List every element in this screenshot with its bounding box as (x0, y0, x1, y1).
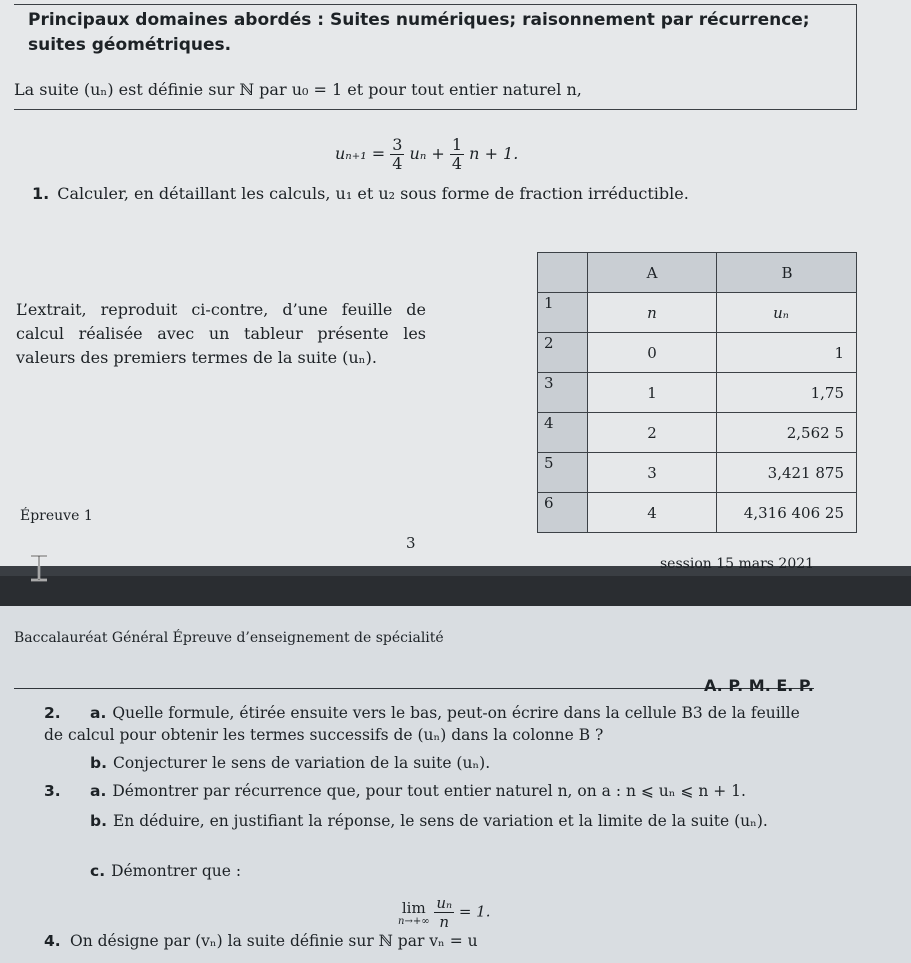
question-1-number: 1. (32, 184, 50, 203)
row-header: 3 (538, 373, 588, 413)
question-2b (90, 752, 790, 774)
formula-right: n + 1. (469, 144, 519, 163)
column-header-a: A (588, 253, 717, 293)
question-3b-text: En déduire, en justifiant la réponse, le sens de variation et la limite de la suite (uₙ). (112, 812, 768, 830)
question-3c-letter: c. (90, 862, 106, 880)
intro-text: La suite (uₙ) est définie sur ℕ par u₀ = 1 et pour tout entier naturel n, (14, 80, 582, 99)
cell-b: 1 (717, 333, 857, 373)
cell-b: 3,421 875 (717, 453, 857, 493)
cell-b: 2,562 5 (717, 413, 857, 453)
cell-a: 0 (588, 333, 717, 373)
recurrence-formula (335, 136, 518, 173)
extract-description: L’extrait, reproduit ci-contre, d’une feuille de calcul réalisée avec un tableur présente les valeurs des premiers termes de la suite (uₙ). (16, 300, 426, 367)
row-header: 2 (538, 333, 588, 373)
domains-title: Principaux domaines abordés : Suites numériques; raisonnement par récurrence; suites géométriques. (28, 10, 810, 55)
question-3b (90, 810, 810, 832)
question-3-number: 3. (44, 782, 61, 800)
apmep-label: A. P. M. E. P. (704, 676, 814, 695)
question-2b-letter: b. (90, 754, 107, 772)
fraction-3-4: $\frac{3}{4}$ (392, 135, 403, 173)
question-2-number: 2. (44, 704, 61, 722)
row-header: 5 (538, 453, 588, 493)
question-4-text: On désigne par (vₙ) la suite définie sur ℕ par vₙ = u (70, 932, 478, 950)
table-row (538, 293, 857, 333)
cell-b: 4,316 406 25 (717, 493, 857, 533)
cell-a: 3 (588, 453, 717, 493)
formula-left: uₙ₊₁ = (335, 144, 386, 163)
question-1 (32, 184, 689, 203)
column-header-b: B (717, 253, 857, 293)
limit-operator: lim n→+∞ (398, 898, 430, 927)
question-2a-text: Quelle formule, étirée ensuite vers le bas, peut-on écrire dans la cellule B3 de la feuille de calcul pour obtenir les termes successifs de (uₙ) dans la colonne B ? (44, 704, 800, 744)
row-header: 6 (538, 493, 588, 533)
question-4-number: 4. (44, 932, 61, 950)
exam-label: Épreuve 1 (20, 508, 93, 524)
spreadsheet-header-row (538, 253, 857, 293)
cell-a: n (588, 293, 717, 333)
question-1-text: Calculer, en détaillant les calculs, u₁ et u₂ sous forme de fraction irréductible. (57, 184, 689, 203)
running-header: Baccalauréat Général Épreuve d’enseignement de spécialité (14, 630, 444, 646)
page-number: 3 (406, 534, 416, 552)
row-header: 1 (538, 293, 588, 333)
corner-cell (538, 253, 588, 293)
cell-a: 4 (588, 493, 717, 533)
formula-mid: uₙ + (409, 144, 445, 163)
question-3b-letter: b. (90, 812, 107, 830)
table-row (538, 333, 857, 373)
question-2a-letter: a. (90, 704, 107, 722)
cell-a: 2 (588, 413, 717, 453)
question-3a-text: Démontrer par récurrence que, pour tout entier naturel n, on a : n ⩽ uₙ ⩽ n + 1. (112, 782, 746, 800)
session-date: session 15 mars 2021 (660, 556, 815, 572)
question-3a (44, 780, 804, 802)
question-3a-letter: a. (90, 782, 107, 800)
limit-equals: = 1. (458, 902, 491, 921)
row-header: 4 (538, 413, 588, 453)
text-cursor-icon (28, 554, 50, 582)
question-3c (90, 860, 241, 882)
cell-b: 1,75 (717, 373, 857, 413)
limit-formula (398, 894, 491, 931)
question-2a (44, 702, 804, 746)
fraction-1-4: $\frac{1}{4}$ (451, 135, 463, 173)
question-3c-text: Démontrer que : (111, 862, 242, 880)
limit-fraction: $\frac{\text{uₙ}}{n}$ (436, 894, 453, 931)
table-row (538, 453, 857, 493)
cell-b: uₙ (717, 293, 857, 333)
question-4 (44, 930, 478, 952)
cell-a: 1 (588, 373, 717, 413)
table-row (538, 373, 857, 413)
spreadsheet-table (537, 252, 857, 533)
question-2b-text: Conjecturer le sens de variation de la suite (uₙ). (112, 754, 491, 772)
table-row (538, 413, 857, 453)
table-row (538, 493, 857, 533)
